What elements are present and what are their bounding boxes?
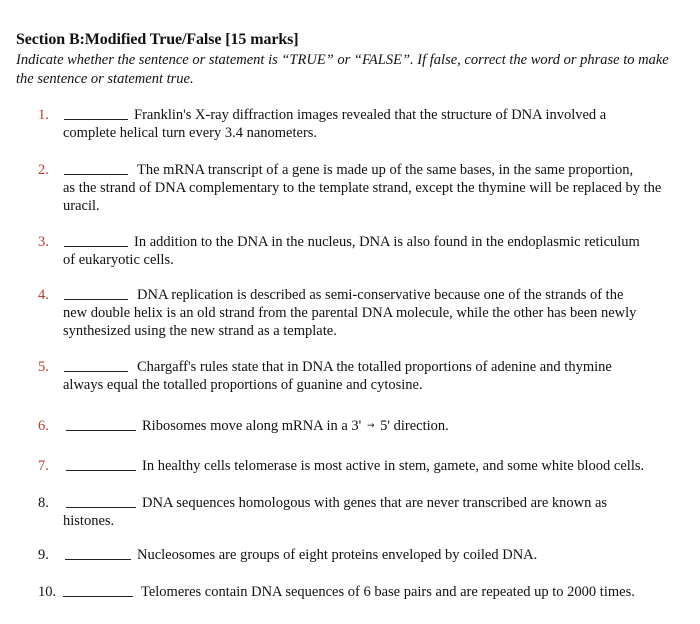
answer-blank[interactable] <box>66 470 136 471</box>
question-text: In addition to the DNA in the nucleus, DNA is also found in the endoplasmic reticulum <box>134 234 640 250</box>
question-text <box>142 417 449 435</box>
question-number: 5. <box>38 359 49 375</box>
question-number: 8. <box>38 495 49 511</box>
question-text-continued: as the strand of DNA complementary to the template strand, except the thymine will be replaced by the uracil. <box>63 180 662 214</box>
question-text-continued: of eukaryotic cells. <box>63 252 174 268</box>
question-text-part: Ribosomes move along mRNA in a 3' <box>142 418 362 434</box>
answer-blank[interactable] <box>66 507 136 508</box>
question-number: 4. <box>38 287 49 303</box>
question-text: Nucleosomes are groups of eight proteins enveloped by coiled DNA. <box>137 547 538 563</box>
answer-blank[interactable] <box>64 371 128 372</box>
question-number: 3. <box>38 234 49 250</box>
answer-blank[interactable] <box>64 174 128 175</box>
question-text: The mRNA transcript of a gene is made up of the same bases, in the same proportion, <box>137 162 634 178</box>
question-text: Chargaff's rules state that in DNA the totalled proportions of adenine and thymine <box>137 359 612 375</box>
question-number: 7. <box>38 458 49 474</box>
answer-blank[interactable] <box>63 596 133 597</box>
question-text-continued: histones. <box>63 513 115 529</box>
arrow-right-icon: → <box>366 421 375 431</box>
question-text: Telomeres contain DNA sequences of 6 base pairs and are repeated up to 2000 times. <box>141 584 635 600</box>
answer-blank[interactable] <box>64 246 128 247</box>
answer-blank[interactable] <box>64 299 128 300</box>
question-text: DNA replication is described as semi-conservative because one of the strands of the <box>137 287 624 303</box>
answer-blank[interactable] <box>66 430 136 431</box>
question-number: 1. <box>38 107 49 123</box>
answer-blank[interactable] <box>64 119 128 120</box>
question-number: 9. <box>38 547 49 563</box>
question-number: 6. <box>38 418 49 434</box>
section-title: Section B:Modified True/False [15 marks] <box>16 31 299 48</box>
question-text-continued: new double helix is an old strand from the parental DNA molecule, while the other has been newly synthesized using the new strand as a template. <box>63 305 637 339</box>
question-text-continued: complete helical turn every 3.4 nanometers. <box>63 125 318 141</box>
question-number: 2. <box>38 162 49 178</box>
question-text: In healthy cells telomerase is most active in stem, gamete, and some white blood cells. <box>142 458 645 474</box>
instructions-text: Indicate whether the sentence or statement is “TRUE” or “FALSE”. If false, correct the word or phrase to make the sentence or statement true. <box>16 52 669 87</box>
question-text: Franklin's X-ray diffraction images revealed that the structure of DNA involved a <box>134 107 607 123</box>
question-text: DNA sequences homologous with genes that are never transcribed are known as <box>142 495 608 511</box>
answer-blank[interactable] <box>65 559 131 560</box>
question-number: 10. <box>38 584 57 600</box>
question-text-continued: always equal the totalled proportions of guanine and cytosine. <box>63 377 423 393</box>
question-text-part: 5' direction. <box>380 418 449 434</box>
